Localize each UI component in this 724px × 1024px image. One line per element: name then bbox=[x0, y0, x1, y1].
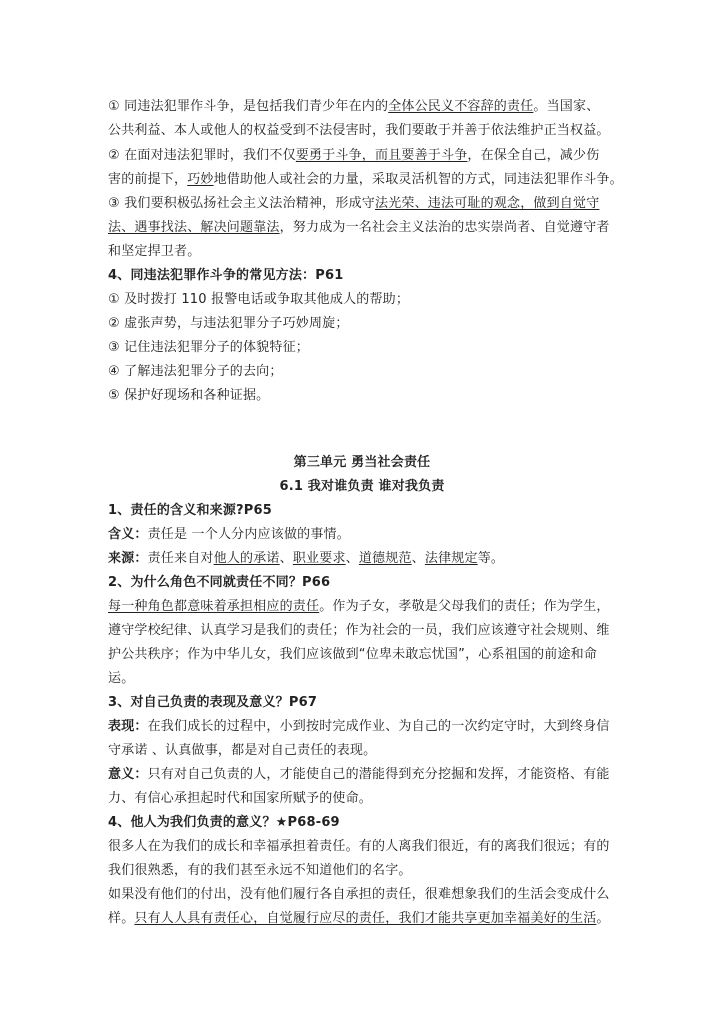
method-item: ⑤ 保护好现场和各种证据。 bbox=[108, 388, 270, 403]
para1-line1: ① 同违法犯罪作斗争，是包括我们青少年在内的全体公民义不容辞的责任。当国家、 bbox=[108, 99, 600, 114]
method-item: ① 及时拨打 110 报警电话或争取其他成人的帮助； bbox=[108, 292, 410, 307]
q3-heading: 3、对自己负责的表现及意义？P67 bbox=[108, 695, 318, 710]
q3-meaning-line2: 力、有信心承担起时代和国家所赋予的使命。 bbox=[108, 791, 373, 806]
lesson-subtitle: 6.1 我对谁负责 谁对我负责 bbox=[279, 479, 445, 494]
q4-line1: 很多人在为我们的成长和幸福承担着责任。有的人离我们很近，有的离我们很远；有的 bbox=[108, 839, 610, 854]
para3-line3: 和坚定捍卫者。 bbox=[108, 244, 201, 259]
q1-source: 来源：责任来自对他人的承诺、职业要求、道德规范、法律规定等。 bbox=[108, 551, 505, 566]
para3-line2: 法、遇事找法、解决问题靠法，努力成为一名社会主义法治的忠实崇尚者、自觉遵守者 bbox=[108, 220, 610, 235]
q2-line1: 每一种角色都意味着承担相应的责任。作为子女，孝敬是父母我们的责任；作为学生， bbox=[108, 599, 610, 614]
method-item: ② 虚张声势，与违法犯罪分子巧妙周旋； bbox=[108, 316, 349, 331]
para3-line1: ③ 我们要积极弘扬社会主义法治精神，形成守法光荣、违法可耻的观念，做到自觉守 bbox=[108, 196, 600, 211]
q3-performance-line2: 守承诺 、认真做事，都是对自己责任的表现。 bbox=[108, 743, 377, 758]
q2-heading: 2、为什么角色不同就责任不同？P66 bbox=[108, 575, 331, 590]
heading-methods: 4、同违法犯罪作斗争的常见方法：P61 bbox=[108, 268, 344, 283]
q2-line3: 护公共秩序；作为中华儿女，我们应该做到“位卑未敢忘忧国”，心系祖国的前途和命 bbox=[108, 647, 598, 662]
q1-meaning: 含义：责任是 一个人分内应该做的事情。 bbox=[108, 527, 350, 542]
unit-title: 第三单元 勇当社会责任 bbox=[293, 455, 431, 470]
method-item: ④ 了解违法犯罪分子的去向； bbox=[108, 364, 283, 379]
para2-line1: ② 在面对违法犯罪时，我们不仅要勇于斗争，而且要善于斗争，在保全自己，减少伤 bbox=[108, 148, 600, 163]
q4-line2: 我们很熟悉，有的我们甚至永远不知道他们的名字。 bbox=[108, 863, 412, 878]
q2-line2: 遵守学校纪律、认真学习是我们的责任；作为社会的一员，我们应该遵守社会规则、维 bbox=[108, 623, 610, 638]
q3-performance-line1: 表现：在我们成长的过程中，小到按时完成作业、为自己的一次约定守时，大到终身信 bbox=[108, 719, 610, 734]
q1-heading: 1、责任的含义和来源?P65 bbox=[108, 503, 273, 518]
para1-line2: 公共利益、本人或他人的权益受到不法侵害时，我们要敢于并善于依法维护正当权益。 bbox=[108, 123, 610, 138]
method-item: ③ 记住违法犯罪分子的体貌特征； bbox=[108, 340, 309, 355]
q4-heading: 4、他人为我们负责的意义？★P68-69 bbox=[108, 815, 340, 830]
q4-line3: 如果没有他们的付出，没有他们履行各自承担的责任，很难想象我们的生活会变成什么 bbox=[108, 887, 610, 902]
q4-line4: 样。只有人人具有责任心，自觉履行应尽的责任，我们才能共享更加幸福美好的生活。 bbox=[108, 911, 610, 926]
q2-line4: 运。 bbox=[108, 671, 135, 686]
q3-meaning-line1: 意义：只有对自己负责的人，才能使自己的潜能得到充分挖掘和发挥，才能资格、有能 bbox=[108, 767, 610, 782]
para2-line2: 害的前提下，巧妙地借助他人或社会的力量，采取灵活机智的方式，同违法犯罪作斗争。 bbox=[108, 172, 623, 187]
